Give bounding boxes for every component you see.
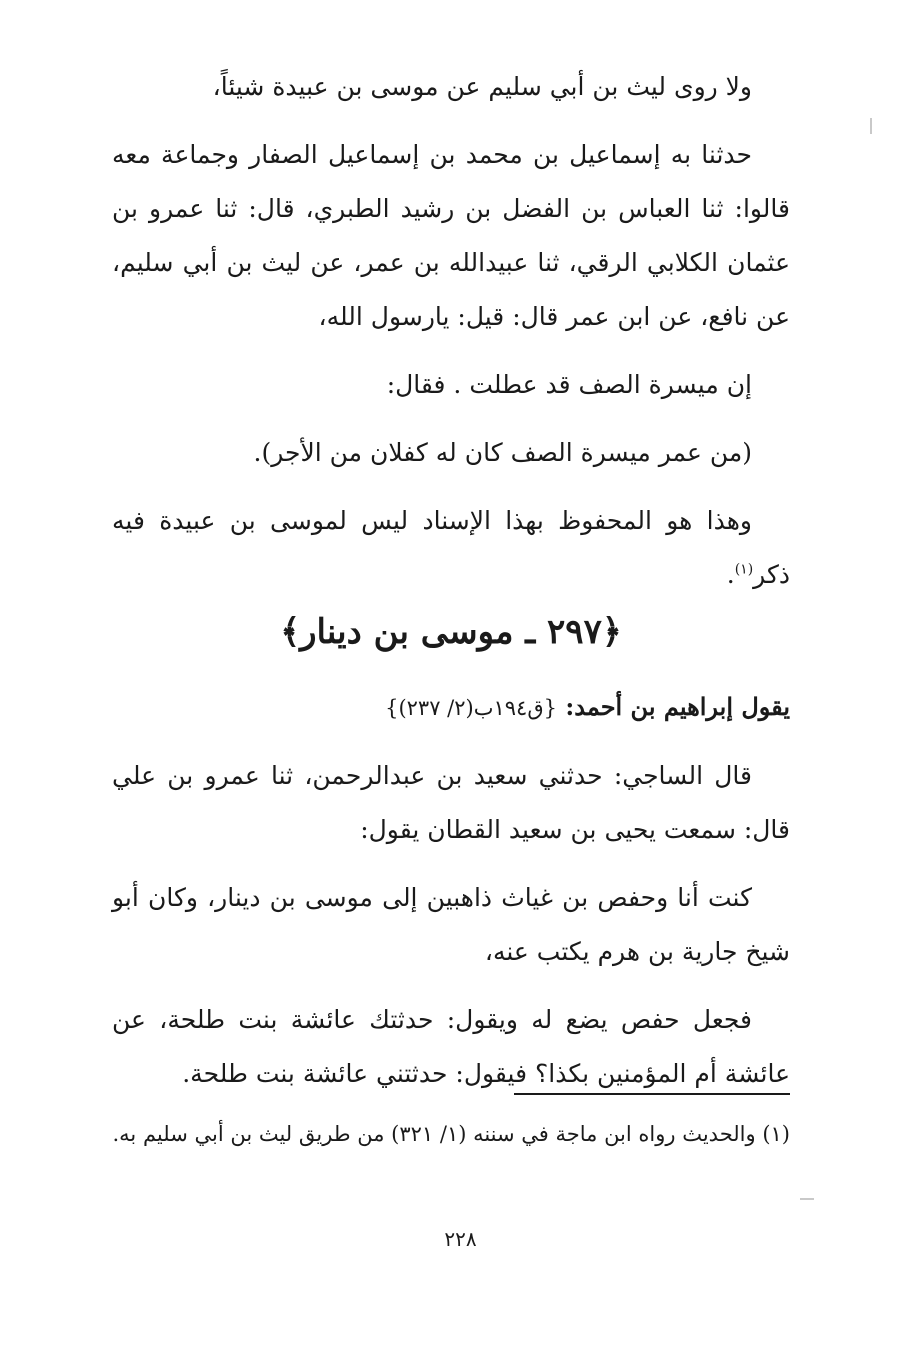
closing-text: وهذا هو المحفوظ بهذا الإسناد ليس لموسى بن عبيدة فيه ذكر (112, 506, 790, 589)
footnote-text: والحديث رواه ابن ماجة في سننه (١/ ٣٢١) من طريق ليث بن أبي سليم به. (112, 1122, 756, 1146)
narrator-subheading (112, 680, 790, 735)
paragraph-hadith-text: (من عمر ميسرة الصف كان له كفلان من الأجر). (253, 438, 752, 467)
section-heading: ﴿٢٩٧ ـ موسى بن دينار﴾ (280, 612, 622, 652)
paragraph-closing (112, 494, 790, 602)
top-text-block (112, 60, 790, 602)
footnote-separator (514, 1093, 790, 1095)
paragraph-isnad: حدثنا به إسماعيل بن محمد بن إسماعيل الصفار وجماعة معه قالوا: ثنا العباس بن الفضل بن رشيد الطبري، قال: ثنا عمرو بن عثمان الكلابي الرقي، ثنا عبيدالله بن عمر، عن ليث بن أبي سليم، عن نافع، عن ابن عمر قال: قيل: يارسول الله، (112, 140, 790, 331)
subheading-label: يقول إبراهيم بن أحمد: (565, 692, 790, 721)
page-number: ٢٢٨ (444, 1227, 477, 1251)
footnote-reference: (١) (734, 561, 754, 578)
biography-text-block (112, 680, 790, 1101)
scan-speck (870, 118, 872, 134)
paragraph-question: إن ميسرة الصف قد عطلت . فقال: (386, 370, 752, 399)
paragraph-saji-report: قال الساجي: حدثني سعيد بن عبدالرحمن، ثنا عمرو بن علي قال: سمعت يحيى بن سعيد القطان يقول: (112, 761, 790, 844)
closing-period: . (726, 560, 735, 589)
footnote (112, 1116, 790, 1152)
footnote-marker: (١) (762, 1122, 790, 1146)
paragraph-hafs-test: فجعل حفص يضع له ويقول: حدثتك عائشة بنت طلحة، عن عائشة أم المؤمنين بكذا؟ فيقول: حدثتني عائشة بنت طلحة. (112, 1005, 790, 1088)
manuscript-reference: {ق١٩٤ب(٢/ ٢٣٧)} (385, 696, 557, 720)
scan-speck (800, 1198, 814, 1200)
paragraph-visit-account: كنت أنا وحفص بن غياث ذاهبين إلى موسى بن دينار، وكان أبو شيخ جارية بن هرم يكتب عنه، (112, 883, 790, 966)
paragraph-narration-note: ولا روى ليث بن أبي سليم عن موسى بن عبيدة شيئاً، (212, 72, 752, 101)
